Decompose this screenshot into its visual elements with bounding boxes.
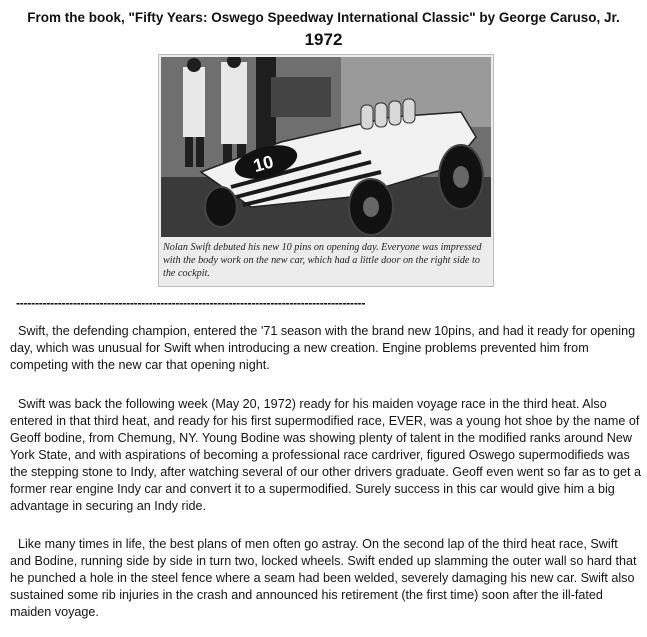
- race-car-illustration: [161, 57, 491, 237]
- book-source-heading: From the book, "Fifty Years: Oswego Speedway International Classic" by George Caruso, Jr.: [27, 10, 620, 25]
- photo-frame: [158, 54, 494, 287]
- paragraph-2: Swift was back the following week (May 20, 1972) ready for his maiden voyage race in the third heat. Also entered in that third heat, and ready for his first supermodified race, EVER, was a young hot shoe by the name of Geoff bodine, from Chemung, NY. Young Bodine was showing plenty of talent in the modified ranks around New York State, and with aspirations of becoming a professional race cardriver, figured Oswego supermodifieds was the stepping stone to Indy, after watching several of our other drivers graduate. Geoff even went so far as to get a former rear engine Indy car and convert it to a supermodified. Surely success in this car would give him a big advantage in securing an Indy ride.: [10, 397, 641, 513]
- dashed-divider: --------------------------------------------------------------------------------------------: [16, 296, 366, 310]
- paragraph-1: Swift, the defending champion, entered the '71 season with the brand new 10pins, and had it ready for opening day, which was unusual for Swift when introducing a new creation. Engine problems prevented him from competing with the new car that opening night.: [10, 324, 636, 372]
- car-number: 10: [251, 151, 276, 176]
- year-heading: 1972: [304, 30, 343, 49]
- paragraph-3: Like many times in life, the best plans of men often go astray. On the second lap of the third heat race, Swift and Bodine, running side by side in turn two, locked wheels. Swift ended up slamming the outer wall so hard that he punched a hole in the steel fence where a seam had been welded, severely damaging his new car. Swift also sustained some rib injuries in the crash and announced his retirement (the first time) soon after the ill-fated maiden voyage.: [10, 537, 637, 619]
- race-car-photo: [161, 57, 491, 237]
- photo-caption: Nolan Swift debuted his new 10 pins on opening day. Everyone was impressed with the body work on the new car, which had a little door on the right side to the cockpit.: [163, 242, 482, 279]
